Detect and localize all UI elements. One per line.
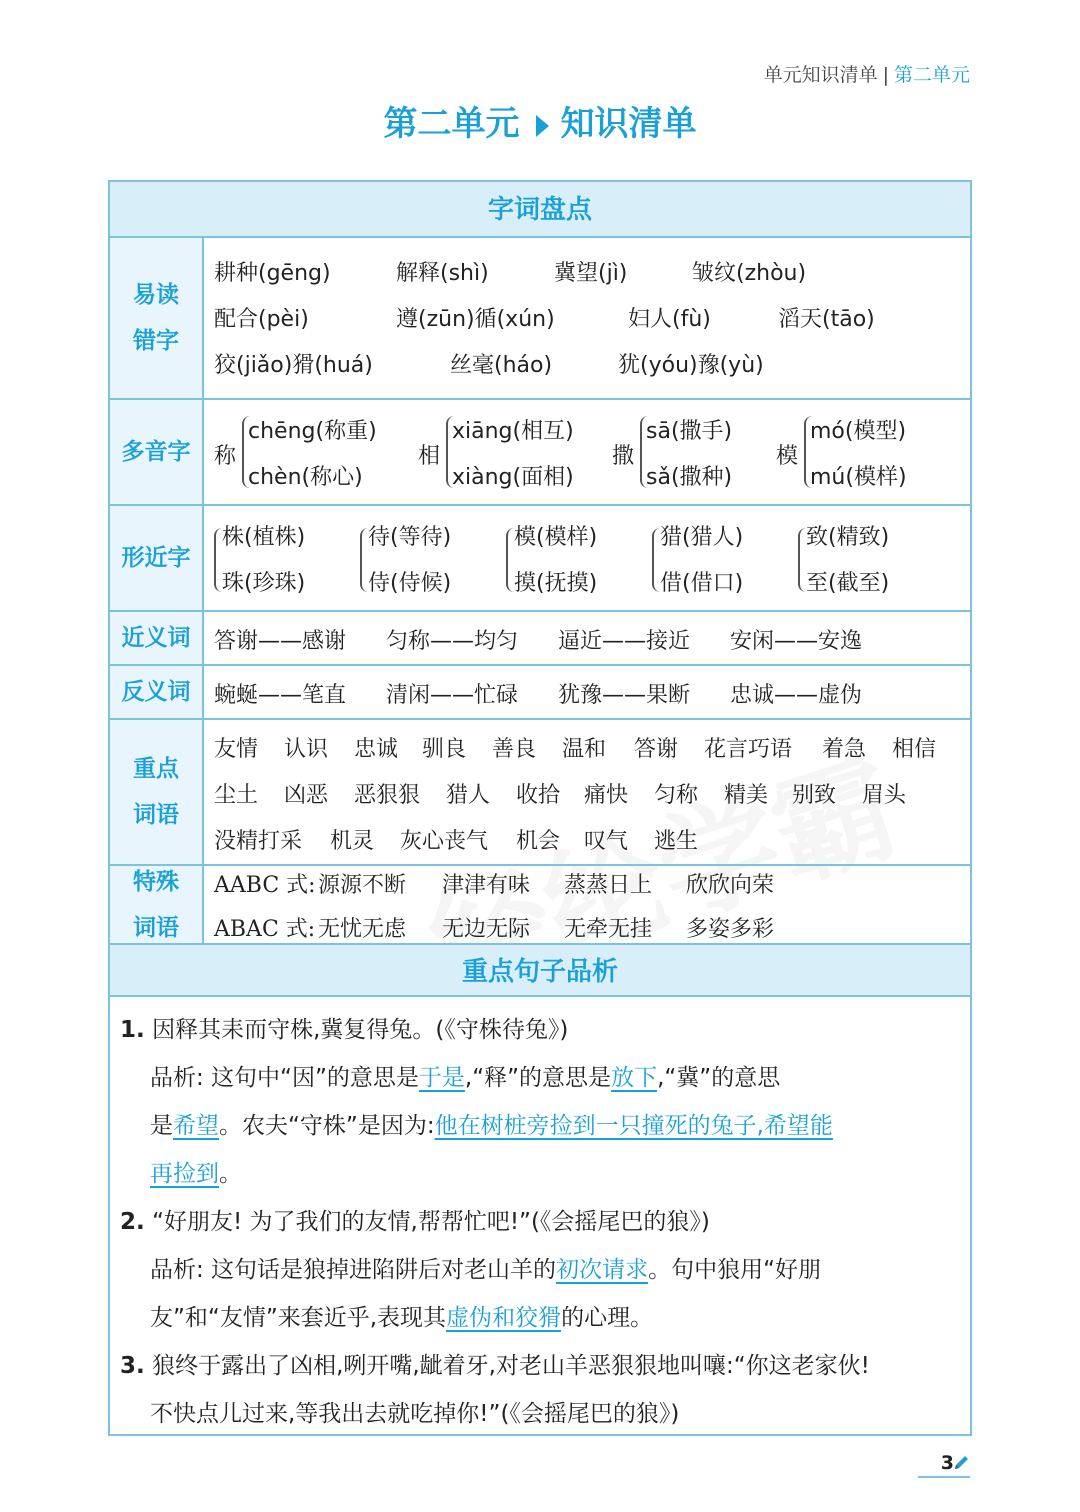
answer-text: 希望 [173, 1113, 219, 1139]
key-word: 善良 [492, 737, 537, 762]
similar-group [652, 506, 792, 610]
reading-1: chēng(称重) [248, 419, 377, 444]
row-label [110, 238, 204, 398]
sentence-number: 2. [120, 1209, 145, 1235]
reading-1: mó(模型) [810, 419, 907, 444]
synonym-pair: 安闲——安逸 [730, 629, 863, 654]
sentence-number: 1. [120, 1017, 145, 1043]
label-part: 易读 [133, 282, 179, 308]
special-word: 欣欣向荣 [686, 873, 775, 898]
key-word: 匀称 [654, 783, 699, 808]
sentence-1 [120, 1011, 568, 1044]
analysis-text: 。 [219, 1161, 242, 1187]
key-word: 叹气 [584, 829, 629, 854]
book-title: 单元知识清单 [763, 64, 878, 86]
sentence-2 [120, 1203, 710, 1236]
row-key-words [110, 720, 970, 866]
special-word: 多姿多彩 [686, 917, 775, 942]
special-word: 无忧无虑 [318, 917, 407, 942]
row-content [214, 506, 962, 610]
analysis-text: 的心理。 [561, 1305, 654, 1331]
special-word: 津津有味 [442, 873, 531, 898]
synonym-pair: 逼近——接近 [558, 629, 691, 654]
special-word: 无牵无挂 [564, 917, 653, 942]
sentence-3 [120, 1347, 870, 1380]
key-word: 猎人 [446, 783, 491, 808]
analysis-text: 品析: 这句中“因”的意思是 [150, 1065, 419, 1091]
key-word: 尘土 [214, 783, 259, 808]
similar-1: 猎(猎人) [660, 525, 744, 550]
answer-text: 他在树桩旁捡到一只撞死的兔子,希望能 [434, 1113, 833, 1139]
answer-text: 初次请求 [556, 1257, 649, 1283]
row-label: 近义词 [110, 612, 204, 664]
similar-2: 借(借口) [660, 571, 744, 596]
answer-text: 于是 [418, 1065, 465, 1091]
row-content [214, 612, 962, 664]
synonym-pair: 匀称——均匀 [386, 629, 519, 654]
header-unit: 第二单元 [893, 64, 970, 86]
special-word: 源源不断 [318, 873, 407, 898]
knowledge-table [108, 180, 972, 1436]
row-label: 反义词 [110, 666, 204, 718]
key-word: 花言巧语 [704, 737, 793, 762]
similar-1: 待(等待) [368, 525, 452, 550]
analysis-text: ,“释”的意思是 [464, 1065, 612, 1091]
sentence-continuation: 不快点儿过来,等我出去就吃掉你!”(《会摇尾巴的狼》) [150, 1401, 680, 1427]
key-word: 答谢 [634, 737, 679, 762]
polyphone-char: 模 [776, 444, 799, 469]
reading-2: chèn(称心) [248, 465, 363, 490]
word-item: 皱纹(zhòu) [692, 261, 807, 286]
key-word: 没精打采 [214, 829, 303, 854]
row-content [214, 238, 962, 398]
key-word: 收拾 [516, 783, 561, 808]
similar-2: 珠(珍珠) [222, 571, 306, 596]
page-title [0, 96, 1080, 145]
label-part: 特殊 [133, 869, 179, 895]
analysis-text: ,“冀”的意思 [657, 1065, 781, 1091]
reading-2: mú(模样) [810, 465, 907, 490]
similar-2: 侍(侍候) [368, 571, 452, 596]
row-content [214, 400, 962, 504]
row-easy-read [110, 238, 970, 400]
pattern-prefix: ABAC 式: [214, 917, 316, 942]
key-word: 眉头 [862, 783, 907, 808]
analysis-text: 是 [150, 1113, 173, 1139]
synonym-pair: 答谢——感谢 [214, 629, 347, 654]
pencil-icon [952, 1454, 970, 1472]
special-word: 蒸蒸日上 [564, 873, 653, 898]
key-word: 恶狠狠 [354, 783, 421, 808]
word-item: 配合(pèi) [214, 307, 309, 332]
key-word: 温和 [562, 737, 607, 762]
antonym-pair: 犹豫——果断 [558, 683, 691, 708]
word-item: 遵(zūn)循(xún) [396, 307, 555, 332]
sentence-text: 狼终于露出了凶相,咧开嘴,龇着牙,对老山羊恶狠狠地叫嚷:“你这老家伙! [152, 1353, 870, 1379]
row-polyphone [110, 400, 970, 506]
similar-1: 模(模样) [514, 525, 598, 550]
analysis-line [150, 1107, 833, 1140]
triangle-arrow-icon [536, 115, 549, 137]
key-word: 痛快 [584, 783, 629, 808]
analysis-line [150, 1059, 780, 1092]
key-word: 凶恶 [284, 783, 329, 808]
row-content [214, 666, 962, 718]
special-word: 无边无际 [442, 917, 531, 942]
section-header-sentences: 重点句子品析 [110, 943, 970, 997]
reading-1: sā(撒手) [646, 419, 733, 444]
word-item: 狡(jiǎo)猾(huá) [214, 353, 373, 378]
similar-2: 至(截至) [806, 571, 890, 596]
sentence-number: 3. [120, 1353, 145, 1379]
key-word: 精美 [724, 783, 769, 808]
word-item: 滔天(tāo) [778, 307, 875, 332]
key-word: 机灵 [330, 829, 375, 854]
row-synonym [110, 612, 970, 666]
label-part: 词语 [133, 802, 179, 828]
row-label [110, 720, 204, 864]
sentence-text: 因释其耒而守株,冀复得兔。(《守株待兔》) [152, 1017, 569, 1043]
polyphone-char: 撒 [612, 444, 635, 469]
word-item: 冀望(jì) [554, 261, 628, 286]
key-word: 别致 [792, 783, 837, 808]
page-number-underline [918, 1476, 970, 1478]
reading-2: sǎ(撒种) [646, 465, 733, 490]
polyphone-group [612, 410, 772, 494]
similar-group [360, 506, 500, 610]
antonym-pair: 忠诚——虚伪 [730, 683, 863, 708]
word-item: 妇人(fù) [628, 307, 711, 332]
pattern-prefix: AABC 式: [214, 873, 316, 898]
row-content [214, 720, 962, 864]
analysis-text: 品析: 这句话是狼掉进陷阱后对老山羊的 [150, 1257, 557, 1283]
antonym-pair: 清闲——忙碌 [386, 683, 519, 708]
similar-1: 株(植株) [222, 525, 306, 550]
key-word: 认识 [284, 737, 329, 762]
answer-text: 虚伪和狡猾 [446, 1305, 562, 1331]
key-word: 逃生 [654, 829, 699, 854]
row-label [110, 866, 204, 944]
key-word: 相信 [892, 737, 937, 762]
page-number: 3 [940, 1452, 954, 1474]
row-label: 多音字 [110, 400, 204, 504]
answer-text: 再捡到 [150, 1161, 219, 1187]
antonym-pair: 蜿蜒——笔直 [214, 683, 347, 708]
polyphone-group [776, 410, 956, 494]
key-word: 忠诚 [354, 737, 399, 762]
polyphone-char: 相 [418, 444, 441, 469]
similar-1: 致(精致) [806, 525, 890, 550]
similar-group [214, 506, 354, 610]
analysis-text: 。句中狼用“好朋 [648, 1257, 821, 1283]
word-item: 丝毫(háo) [450, 353, 553, 378]
label-part: 错字 [133, 328, 179, 354]
row-label: 形近字 [110, 506, 204, 610]
row-antonym [110, 666, 970, 720]
word-item: 耕种(gēng) [214, 261, 331, 286]
running-header [764, 60, 970, 87]
polyphone-group [214, 410, 404, 494]
key-word: 机会 [516, 829, 561, 854]
analysis-line [150, 1251, 821, 1284]
label-part: 词语 [133, 915, 179, 941]
similar-group [506, 506, 646, 610]
section-header-words: 字词盘点 [110, 182, 970, 238]
analysis-line [150, 1299, 653, 1332]
word-item: 犹(yóu)豫(yù) [618, 353, 764, 378]
reading-1: xiāng(相互) [452, 419, 574, 444]
similar-group [798, 506, 948, 610]
key-word: 友情 [214, 737, 259, 762]
title-right: 知识清单 [560, 104, 697, 144]
polyphone-char: 称 [214, 444, 237, 469]
key-word: 驯良 [422, 737, 467, 762]
key-word: 灰心丧气 [400, 829, 489, 854]
similar-2: 摸(抚摸) [514, 571, 598, 596]
row-special [110, 866, 970, 944]
label-part: 重点 [133, 756, 179, 782]
header-separator: | [882, 64, 889, 86]
title-left: 第二单元 [383, 104, 520, 144]
word-item: 解释(shì) [396, 261, 489, 286]
answer-text: 放下 [611, 1065, 658, 1091]
key-word: 着急 [822, 737, 867, 762]
analysis-text: 友”和“友情”来套近乎,表现其 [150, 1305, 447, 1331]
analysis-text: 。农夫“守株”是因为: [219, 1113, 435, 1139]
reading-2: xiàng(面相) [452, 465, 574, 490]
row-content [214, 866, 962, 944]
polyphone-group [418, 410, 618, 494]
sentence-text: “好朋友! 为了我们的友情,帮帮忙吧!”(《会摇尾巴的狼》) [152, 1209, 710, 1235]
analysis-line [150, 1155, 242, 1188]
row-similar [110, 506, 970, 612]
